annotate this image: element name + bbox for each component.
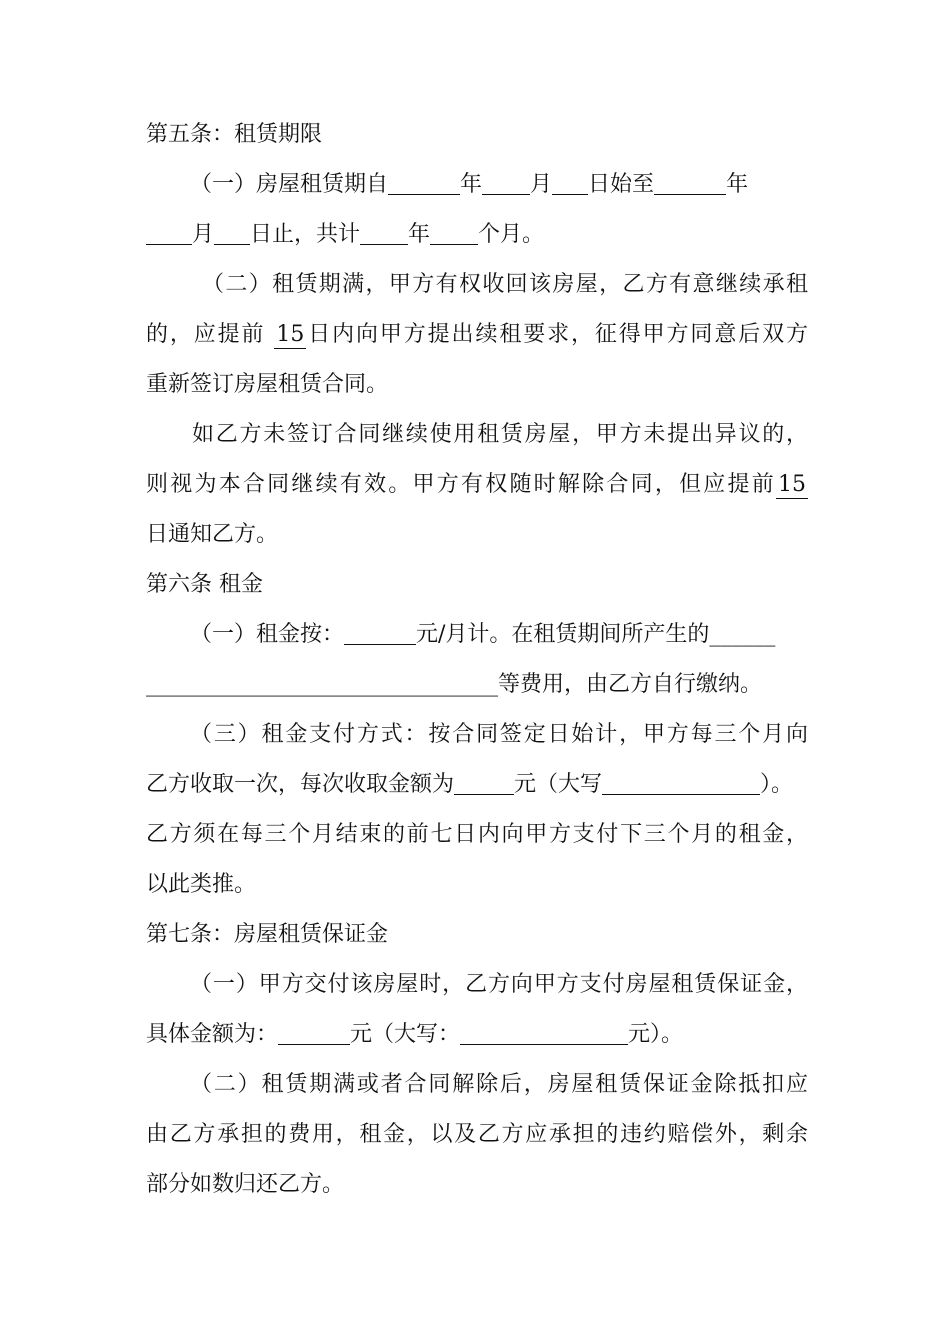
article5-p2-line3: 重新签订房屋租赁合同。: [146, 372, 389, 397]
text: 月: [192, 222, 215, 247]
article5-p2-line1: （二）租赁期满，甲方有权收回该房屋，乙方有意继续承租: [202, 272, 808, 297]
renewal-notice-days: 15: [276, 322, 305, 347]
blank-end-month[interactable]: [146, 216, 192, 245]
blank-total-months[interactable]: [430, 216, 478, 245]
article7-heading: 第七条：房屋租赁保证金: [146, 922, 389, 947]
blank-end-day[interactable]: [214, 216, 250, 245]
blank-start-month[interactable]: [482, 166, 530, 195]
text: 的，应提前: [146, 322, 266, 347]
text: 等费用，由乙方自行缴纳。: [498, 672, 763, 697]
text: 年: [460, 172, 483, 197]
article7-p1-line1: （一）甲方交付该房屋时，乙方向甲方支付房屋租赁保证金，: [190, 972, 808, 997]
article5-p1-line2: [146, 210, 808, 260]
text: 元（大写：: [350, 1022, 461, 1047]
blank-payment-amount-words[interactable]: [602, 766, 760, 795]
article7-p2-line1: （二）租赁期满或者合同解除后，房屋租赁保证金除抵扣应: [190, 1072, 808, 1097]
article5-p3-line2: [146, 460, 808, 510]
text: （一）租金按：: [190, 622, 345, 647]
text: 元（大写: [514, 772, 603, 797]
article6-p2-line2: [146, 760, 808, 810]
text: 日止，共计: [250, 222, 361, 247]
text: 则视为本合同继续有效。甲方有权随时解除合同，但应提前: [146, 472, 776, 497]
blank-end-year[interactable]: [654, 166, 726, 195]
blank-deposit-amount[interactable]: [278, 1016, 350, 1045]
text: ）。: [760, 772, 794, 797]
text: 月: [530, 172, 553, 197]
article6-p2-line1: （三）租金支付方式：按合同签定日始计，甲方每三个月向: [190, 722, 808, 747]
blank-rent-amount[interactable]: [344, 616, 416, 645]
article6-p2-line4: 以此类推。: [146, 872, 257, 897]
blank-payment-amount[interactable]: [454, 766, 514, 795]
article6-p1-line1: [146, 610, 808, 660]
text: 年: [408, 222, 431, 247]
blank-fees: ________________________________: [146, 672, 498, 697]
article5-p2-line2: [146, 310, 808, 360]
article6-p2-line3: 乙方须在每三个月结束的前七日内向甲方支付下三个月的租金，: [146, 822, 808, 847]
text: 具体金额为：: [146, 1022, 279, 1047]
text: 元/月计。在租赁期间所产生的______: [416, 622, 776, 647]
blank-total-years[interactable]: [360, 216, 408, 245]
text: 年: [726, 172, 749, 197]
contract-page: [146, 110, 808, 1210]
termination-notice-days: 15: [778, 472, 806, 497]
article5-p1-line1: [146, 160, 808, 210]
article6-heading: 第六条 租金: [146, 572, 263, 597]
article7-p1-line2: [146, 1010, 808, 1060]
article7-p2-line2: 由乙方承担的费用，租金，以及乙方应承担的违约赔偿外，剩余: [146, 1122, 808, 1147]
article7-p2-line3: 部分如数归还乙方。: [146, 1172, 345, 1197]
blank-start-day[interactable]: [552, 166, 588, 195]
article5-p3-line3: 日通知乙方。: [146, 522, 279, 547]
blank-start-year[interactable]: [388, 166, 460, 195]
article5-heading: 第五条：租赁期限: [146, 122, 323, 147]
text: 个月。: [478, 222, 545, 247]
text: 乙方收取一次，每次收取金额为: [146, 772, 455, 797]
text: （一）房屋租赁期自: [190, 172, 389, 197]
article6-p1-line2: [146, 660, 808, 710]
text: 元）。: [628, 1022, 684, 1047]
text: 日始至: [588, 172, 655, 197]
article5-p3-line1: 如乙方未签订合同继续使用租赁房屋，甲方未提出异议的，: [192, 422, 808, 447]
blank-deposit-amount-words[interactable]: [460, 1016, 628, 1045]
text: 日内向甲方提出续租要求，征得甲方同意后双方: [306, 322, 808, 347]
